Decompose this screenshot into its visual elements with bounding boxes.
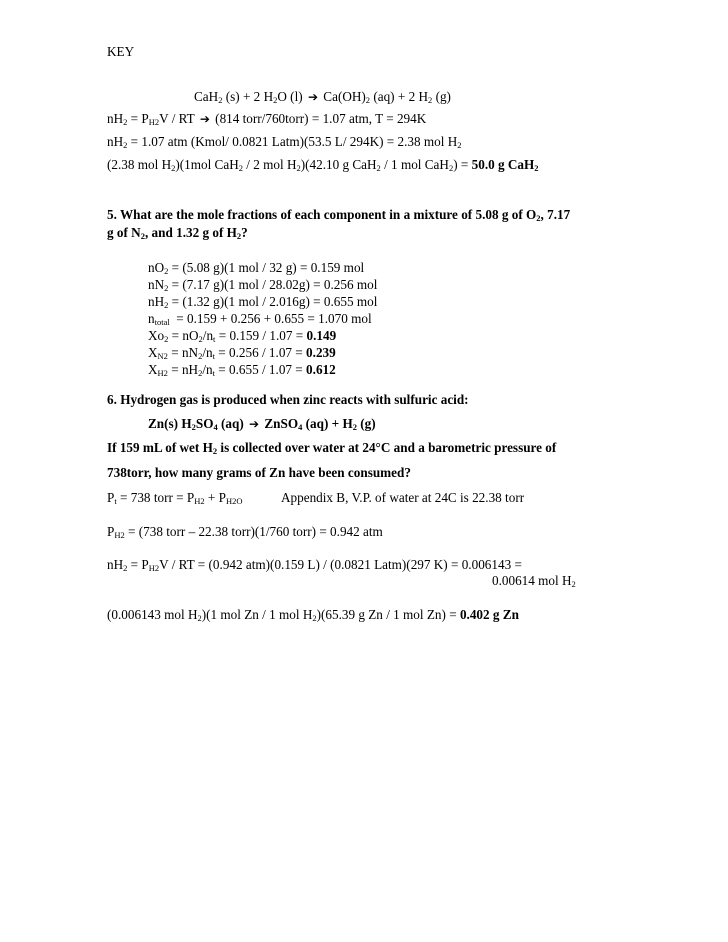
text: ) =	[453, 157, 472, 172]
text: Ca(OH)	[320, 89, 366, 104]
question-6-line-2	[107, 440, 556, 456]
text: (2.38 mol H	[107, 157, 172, 172]
subscript: H2	[157, 368, 168, 378]
text: = nN	[167, 345, 199, 360]
text: X	[148, 362, 158, 377]
text: P	[107, 524, 115, 539]
text: 0.00614 mol H	[492, 573, 572, 588]
subscript: 2	[571, 579, 576, 589]
arrow-icon: ➔	[249, 417, 260, 431]
h2-pressure-line	[107, 524, 383, 540]
subscript: t	[213, 334, 216, 344]
text: ?	[241, 225, 248, 240]
text: = 0.159 / 1.07 =	[215, 328, 307, 343]
text: 50.0 g CaH	[471, 157, 535, 172]
subscript: 2	[198, 368, 203, 378]
text: /n	[202, 328, 214, 343]
subscript: 2	[448, 163, 454, 173]
total-pressure-line	[107, 490, 243, 506]
text: = P	[127, 111, 149, 126]
subscript: 2	[376, 163, 381, 173]
text: (aq)	[217, 416, 248, 431]
text: = (5.08 g)(1 mol / 32 g) = 0.159 mol	[168, 260, 365, 275]
subscript: H2	[148, 117, 160, 127]
subscript: 2	[536, 213, 541, 223]
subscript: 2	[123, 117, 128, 127]
subscript: 2	[164, 283, 169, 293]
text: nN	[148, 277, 165, 292]
subscript: N2	[157, 351, 168, 361]
text: SO	[195, 416, 214, 431]
subscript: 4	[213, 422, 218, 432]
text: Xo	[148, 328, 165, 343]
subscript: 2	[171, 163, 176, 173]
text: 5. What are the mole fractions of each component in a mixture of 5.08 g of O	[107, 207, 537, 222]
moles-h2-calculation	[107, 134, 462, 150]
text: (814 torr/760torr) = 1.07 atm, T = 294K	[211, 111, 427, 126]
subscript: 2	[365, 95, 371, 105]
subscript: 2	[238, 163, 243, 173]
text: (s) + 2 H	[222, 89, 274, 104]
subscript: 2	[123, 563, 128, 573]
subscript: t	[114, 496, 117, 506]
text: + P	[204, 490, 226, 505]
subscript: 2	[191, 422, 196, 432]
text: = (7.17 g)(1 mol / 28.02g) = 0.256 mol	[168, 277, 378, 292]
subscript: 2	[140, 231, 145, 241]
text: = (738 torr – 22.38 torr)(1/760 torr) = 0.942 atm	[124, 524, 383, 539]
text: O (l)	[277, 89, 306, 104]
subscript: 2	[312, 613, 317, 623]
text: = 1.07 atm (Kmol/ 0.0821 Latm)(53.5 L/ 294K) = 2.38 mol H	[127, 134, 458, 149]
subscript: t	[212, 368, 215, 378]
text: = 0.655 / 1.07 =	[214, 362, 307, 377]
text: = P	[127, 557, 149, 572]
text: nH	[107, 134, 124, 149]
text: Zn(s) H	[148, 416, 192, 431]
moles-total-line	[148, 311, 372, 327]
moles-o2-line	[148, 260, 364, 276]
text: /n	[202, 362, 213, 377]
question-6-line-3: 738torr, how many grams of Zn have been consumed?	[107, 465, 411, 480]
text: / 2 mol H	[242, 157, 297, 172]
text: / 1 mol CaH	[380, 157, 449, 172]
text: )(42.10 g CaH	[300, 157, 377, 172]
text: , 7.17	[540, 207, 571, 222]
subscript: 4	[298, 422, 303, 432]
moles-h2-result	[492, 573, 576, 589]
subscript: 2	[296, 163, 301, 173]
key-heading: KEY	[107, 44, 135, 59]
text: (g)	[356, 416, 376, 431]
subscript: 2	[123, 140, 128, 150]
subscript: 2	[457, 140, 462, 150]
text: = nO	[168, 328, 199, 343]
subscript: t	[212, 351, 215, 361]
answer: 0.402 g Zn	[459, 607, 519, 622]
text: = 738 torr = P	[116, 490, 195, 505]
text: P	[107, 490, 115, 505]
text: = 0.256 / 1.07 =	[214, 345, 307, 360]
text: (g)	[432, 89, 451, 104]
subscript: 2	[428, 95, 433, 105]
text: = 0.159 + 0.256 + 0.655 = 1.070 mol	[169, 311, 372, 326]
subscript: 2	[164, 266, 169, 276]
text: )(1mol CaH	[175, 157, 239, 172]
subscript: 2	[212, 446, 218, 456]
vapor-pressure-note: Appendix B, V.P. of water at 24C is 22.38 torr	[281, 490, 525, 505]
text: n	[148, 311, 155, 326]
subscript: H2	[148, 563, 160, 573]
subscript: 2	[352, 422, 357, 432]
subscript: 2	[164, 334, 169, 344]
text: ZnSO	[261, 416, 299, 431]
text: /n	[202, 345, 213, 360]
text: CaH	[194, 89, 219, 104]
subscript: 2	[236, 231, 242, 241]
subscript: H2	[114, 530, 125, 540]
cah2-mass-calculation	[107, 157, 539, 173]
moles-h2-ideal-gas-line	[107, 557, 522, 573]
question-5-line-1	[107, 207, 570, 223]
text: nH	[107, 111, 124, 126]
text: )(1 mol Zn / 1 mol H	[201, 607, 313, 622]
question-6-line-1: 6. Hydrogen gas is produced when zinc reacts with sulfuric acid:	[107, 392, 469, 407]
text: nH	[148, 294, 165, 309]
cah2-reaction-equation	[194, 89, 451, 105]
text: V / RT	[159, 111, 198, 126]
mole-fraction-h2-line	[148, 362, 336, 378]
answer: 0.612	[306, 362, 336, 377]
text: , and 1.32 g of H	[144, 225, 237, 240]
text: = nH	[167, 362, 199, 377]
question-5-line-2	[107, 225, 248, 241]
arrow-icon: ➔	[307, 90, 318, 104]
text: If 159 mL of wet H	[107, 440, 213, 455]
mole-fraction-n2-line	[148, 345, 336, 361]
subscript: 2	[197, 613, 202, 623]
moles-n2-line	[148, 277, 377, 293]
text: (aq) + H	[302, 416, 353, 431]
text: (0.006143 mol H	[107, 607, 198, 622]
text: (aq) + 2 H	[370, 89, 429, 104]
subscript: total	[154, 317, 170, 327]
answer: 0.149	[306, 328, 337, 343]
subscript: 2	[198, 334, 203, 344]
moles-h2-line	[148, 294, 377, 310]
zinc-reaction-equation	[148, 416, 376, 432]
subscript: 2	[273, 95, 278, 105]
subscript: 2	[164, 300, 169, 310]
arrow-icon: ➔	[199, 112, 210, 126]
text: nO	[148, 260, 165, 275]
subscript: 2	[534, 163, 539, 173]
text: V / RT = (0.942 atm)(0.159 L) / (0.0821 Latm)(297 K) = 0.006143 =	[159, 557, 522, 572]
subscript: 2	[218, 95, 223, 105]
subscript: H2	[194, 496, 205, 506]
subscript: H2O	[226, 496, 243, 506]
answer: 0.239	[306, 345, 336, 360]
moles-h2-equation	[107, 111, 426, 127]
subscript: 2	[198, 351, 203, 361]
mole-fraction-o2-line	[148, 328, 336, 344]
text: is collected over water at 24°C and a barometric pressure of	[217, 440, 557, 455]
zinc-mass-calculation	[107, 607, 519, 623]
text: X	[148, 345, 158, 360]
text: = (1.32 g)(1 mol / 2.016g) = 0.655 mol	[168, 294, 378, 309]
text: )(65.39 g Zn / 1 mol Zn) =	[316, 607, 460, 622]
answer	[472, 157, 539, 172]
text: g of N	[107, 225, 141, 240]
text: nH	[107, 557, 124, 572]
